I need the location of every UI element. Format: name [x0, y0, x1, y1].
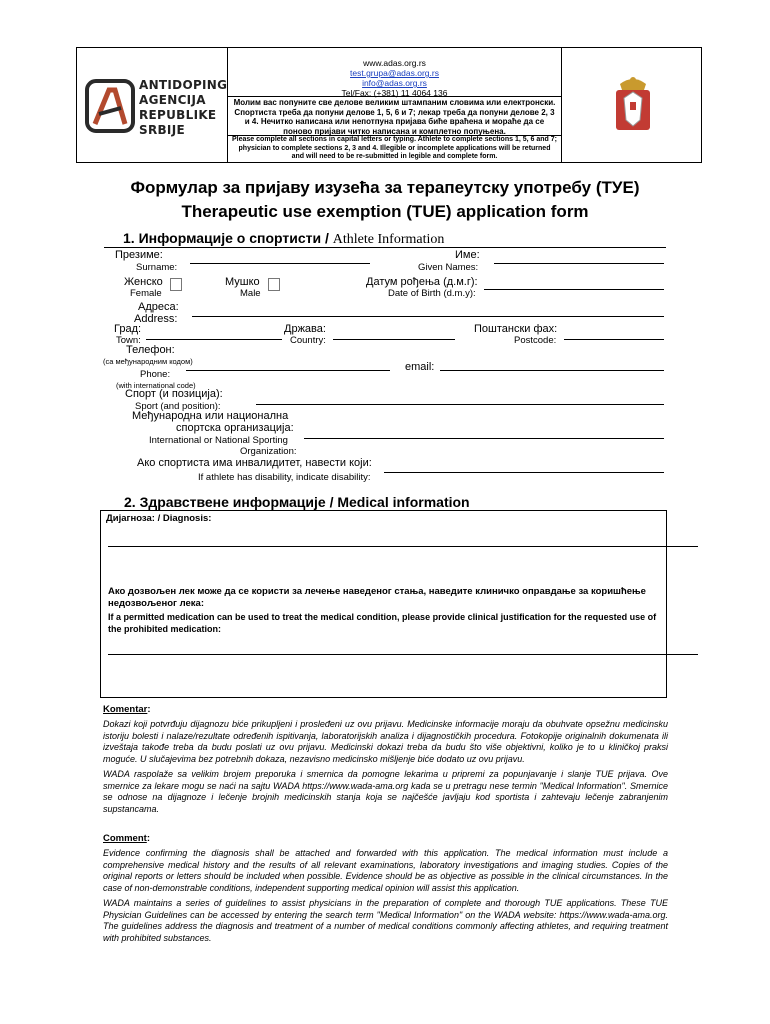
postal-label-en: Postcode:	[514, 335, 557, 346]
postal-label-sr: Поштански фах:	[474, 323, 558, 335]
male-label-sr: Мушко	[225, 276, 260, 288]
org-label-sr-1: Међународна или национална	[132, 410, 289, 422]
komentar-title: Komentar:	[103, 704, 151, 715]
address-label-sr: Адреса:	[138, 301, 179, 313]
logo-line-3: REPUBLIKE	[139, 108, 217, 122]
logo-line-4: SRBIJE	[139, 123, 185, 137]
comment-title-text: Comment	[103, 833, 147, 844]
given-label-sr: Име:	[455, 249, 480, 261]
female-checkbox[interactable]	[170, 278, 182, 291]
given-names-field[interactable]	[494, 263, 664, 264]
komentar-title-text: Komentar	[103, 704, 148, 715]
logo-line-2: AGENCIJA	[139, 93, 206, 107]
city-field[interactable]	[146, 339, 282, 340]
email-label: email:	[405, 361, 435, 373]
male-checkbox[interactable]	[268, 278, 280, 291]
agency-logo-cell	[77, 48, 228, 162]
coat-of-arms-cell	[562, 48, 701, 162]
komentar-paragraph-1: Dokazi koji potvrđuju dijagnozu biće prikupljeni i prosleđeni uz ovu prijavu. Medicinske informacije moraju da obuhvate opsežnu medicinsku istoriju bolesti i nalaze/rezultate određenih ispitivanja, laboratorijskih analiza i dijagnostičkih procedura. Fotokopije originalnih dokumenata ili izveštaja takođe treba da budu poslati uz ovu prijavu. Medicinski dokazi treba da budu što više objektivni, koliko je to u kliničkoj praksi moguće. U slučajevima bez potrebnih dokaza, nezavisno medicinsko mišljenje biće dodato uz ovu prijavu.	[103, 719, 668, 765]
comment-title: Comment:	[103, 833, 150, 844]
given-label-en: Given Names:	[418, 262, 479, 273]
country-label-sr: Држава:	[284, 323, 326, 335]
test-email-link[interactable]: test.grupa@adas.org.rs	[350, 68, 439, 78]
form-title-en: Therapeutic use exemption (TUE) application form	[181, 202, 589, 221]
male-label-en: Male	[240, 288, 261, 299]
dob-label-en: Date of Birth (d.m.y):	[388, 288, 476, 299]
agency-name	[139, 78, 227, 138]
disability-label-en: If athlete has disability, indicate disability:	[198, 472, 371, 483]
org-label-en-1: International or National Sporting	[149, 435, 288, 446]
info-email-link[interactable]: info@adas.org.rs	[362, 78, 427, 88]
phone-field[interactable]	[186, 370, 390, 371]
komentar-paragraph-2: WADA raspolaže sa velikim brojem preporuka i smernica da pomogne lekarima u pripremi za popunjavanje i slanje TUE prijava. Ove smernice za lekare mogu se naći na sajtu WADA https://www.wada-ama.org kada se u pretragu nese termin "Medical Information". Smernice se odnose na dijagnoze i lečenje brojnih medicinskih stanja koja se najčešće javljaju kod sportista i zahtevaju lečenje zabranjenim supstancama.	[103, 768, 668, 814]
justification-field[interactable]	[108, 654, 698, 655]
justification-label-en: If a permitted medication can be used to treat the medical condition, please provide clinical justification for the requested use of the prohibited medication:	[108, 612, 657, 634]
phone-note-en: (with international code)	[116, 381, 196, 390]
section1-title-sr: 1. Информације о спортисти /	[123, 230, 329, 246]
form-title-sr: Формулар за пријаву изузећа за терапеутску употребу (ТУЕ)	[130, 178, 640, 197]
city-label-sr: Град:	[114, 323, 142, 335]
comment-paragraph-2: WADA maintains a series of guidelines to assist physicians in the preparation of complete and thorough TUE applications. These TUE Physician Guidelines can be accessed by entering the search term "Medical Information" on the WADA website: https://www.wada-ama.org. The guidelines address the diagnosis and treatment of a number of medical conditions commonly affecting athletes, and requiring treatment with prohibited substances.	[103, 897, 668, 943]
phone-label-sr: Телефон:	[126, 344, 175, 356]
surname-field[interactable]	[190, 263, 370, 264]
female-label-sr: Женско	[124, 276, 163, 288]
section2-title: 2. Здравствене информације / Medical information	[124, 494, 470, 510]
section1-title-en: Athlete Information	[332, 232, 445, 247]
header-divider	[228, 96, 561, 97]
telfax-text: Tel/Fax: (+381) 11 4064 136	[341, 88, 448, 98]
dob-label-sr: Датум рођења (д.м.г):	[366, 276, 478, 288]
section1-title	[123, 230, 444, 248]
website-text: www.adas.org.rs	[363, 58, 426, 68]
org-label-sr-2: спортска организација:	[176, 422, 294, 434]
org-label-en-2: Organization:	[240, 446, 297, 457]
dob-field[interactable]	[484, 289, 664, 290]
letterhead	[76, 47, 702, 163]
instructions-en: Please complete all sections in capital letters or typing. Athlete to complete sections 1, 5, 6 and 7; physician to complete sections 2, 3 and 4. Illegible or incomplete applications will be returned and will need to be re-submitted in legible and complete form.	[232, 136, 557, 161]
agency-logo-icon	[85, 78, 135, 134]
phone-label-en: Phone:	[140, 369, 171, 380]
diagnosis-label: Дијагноза: / Diagnosis:	[106, 513, 212, 524]
address-field[interactable]	[192, 316, 664, 317]
contact-cell	[228, 48, 562, 162]
contact-block	[228, 48, 561, 98]
section1-underline	[104, 247, 666, 248]
address-label-en: Address:	[134, 313, 178, 325]
organization-field[interactable]	[304, 438, 664, 439]
instructions-sr: Молим вас попуните све делове великим штампаним словима или електронски. Спортиста треба да попуни делове 1, 5, 6 и 7; лекар треба да попуни делове 2, 3 и 4. Нечитко написана или непотпуна пријава биће враћена и мораће да се поново пријави читко написана и комплетно попуњена.	[233, 98, 556, 136]
logo-line-1: ANTIDOPING	[139, 78, 228, 92]
justification-label-sr: Ако дозвољен лек може да се користи за лечење наведеног стања, наведите клиничко оправдање за коришћење недозвољеног лека:	[108, 586, 646, 609]
serbia-coat-of-arms-icon	[614, 70, 652, 136]
sport-field[interactable]	[256, 404, 664, 405]
country-field[interactable]	[333, 339, 455, 340]
diagnosis-field[interactable]	[108, 546, 698, 547]
surname-label-en: Surname:	[136, 262, 178, 273]
comment-paragraph-1: Evidence confirming the diagnosis shall be attached and forwarded with this application. The medical information must include a comprehensive medical history and the results of all relevant examinations, laboratory investigations and imaging studies. Copies of the original reports or letters should be included when possible. Evidence should be as objective as possible in the clinical circumstances. In the case of non-demonstrable conditions, independent supporting medical opinion will assist this application.	[103, 848, 668, 894]
sport-label-en: Sport (and position):	[135, 401, 221, 412]
email-field[interactable]	[440, 370, 664, 371]
city-label-en: Town:	[116, 335, 141, 346]
postal-field[interactable]	[564, 339, 664, 340]
female-label-en: Female	[130, 288, 162, 299]
komentar-block	[103, 699, 668, 816]
sport-label-sr: Спорт (и позиција):	[125, 388, 223, 400]
disability-field[interactable]	[384, 472, 664, 473]
comment-block	[103, 828, 668, 945]
surname-label-sr: Презиме:	[115, 249, 163, 261]
phone-note-sr: (са међународним кодом)	[103, 357, 193, 366]
country-label-en: Country:	[290, 335, 326, 346]
disability-label-sr: Ако спортиста има инвалидитет, навести који:	[137, 457, 372, 469]
